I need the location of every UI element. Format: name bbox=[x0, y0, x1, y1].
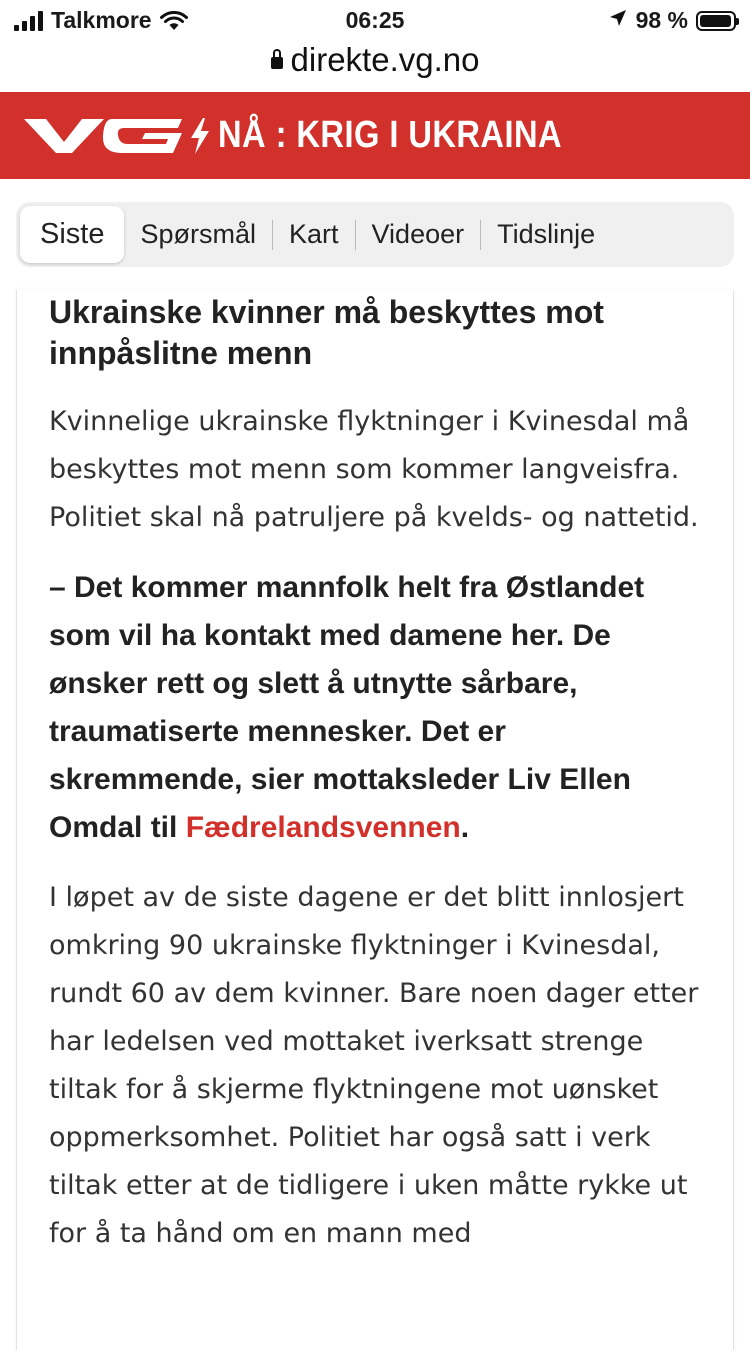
location-arrow-icon bbox=[608, 7, 628, 34]
tab-kart[interactable]: Kart bbox=[289, 219, 339, 249]
source-link[interactable]: Fædrelandsvennen bbox=[185, 811, 461, 844]
article-body: I løpet av de siste dagene er det blitt innlosjert omkring 90 ukrainske flyktninger i Kvinesdal, rundt 60 av dem kvinner. Bare noen dager etter har ledelsen ved mottaket iverksatt strenge tiltak for å skjerme flyktningene mot uønsket oppmerksomhet. Politiet har også satt i verk tiltak etter at de tidligere i uken måtte rykke ut for å ta hånd om en mann med bbox=[49, 882, 699, 1249]
battery-percentage: 98 % bbox=[635, 7, 688, 33]
tab-sporsmal[interactable]: Spørsmål bbox=[140, 219, 256, 249]
quote-text: – Det kommer mannfolk helt fra Østlandet som vil ha kontakt med damene her. De ønsker rett og slett å utnytte sårbare, traumatiserte mennesker. Det er skremmende, sier mottaksleder Liv Ellen Omdal til bbox=[49, 571, 645, 844]
tab-tidslinje[interactable]: Tidslinje bbox=[497, 219, 596, 249]
vg-logo[interactable] bbox=[24, 116, 212, 156]
address-bar[interactable] bbox=[0, 36, 750, 84]
clock: 06:25 bbox=[345, 7, 405, 33]
lock-icon bbox=[271, 57, 283, 69]
article-lead: Kvinnelige ukrainske flyktninger i Kvinesdal må beskyttes mot menn som kommer langveisfra. Politiet skal nå patruljere på kvelds- og nattetid. bbox=[49, 406, 699, 533]
article-quote bbox=[49, 564, 699, 852]
site-header bbox=[0, 92, 750, 179]
quote-end: . bbox=[460, 811, 470, 844]
article-card bbox=[16, 290, 734, 1350]
tab-videoer[interactable]: Videoer bbox=[371, 219, 465, 249]
carrier-name: Talkmore bbox=[51, 7, 152, 33]
tab-bar bbox=[16, 202, 734, 267]
status-bar bbox=[0, 0, 750, 40]
vg-logo-mark bbox=[24, 116, 184, 156]
tab-siste[interactable]: Siste bbox=[20, 206, 124, 263]
battery-icon bbox=[696, 11, 736, 31]
lightning-icon bbox=[188, 118, 212, 154]
url-text: direkte.vg.no bbox=[290, 41, 480, 78]
article-headline: Ukrainske kvinner må beskyttes mot innpåslitne menn bbox=[49, 294, 604, 371]
section-title[interactable]: NÅ : KRIG I UKRAINA bbox=[218, 114, 563, 156]
